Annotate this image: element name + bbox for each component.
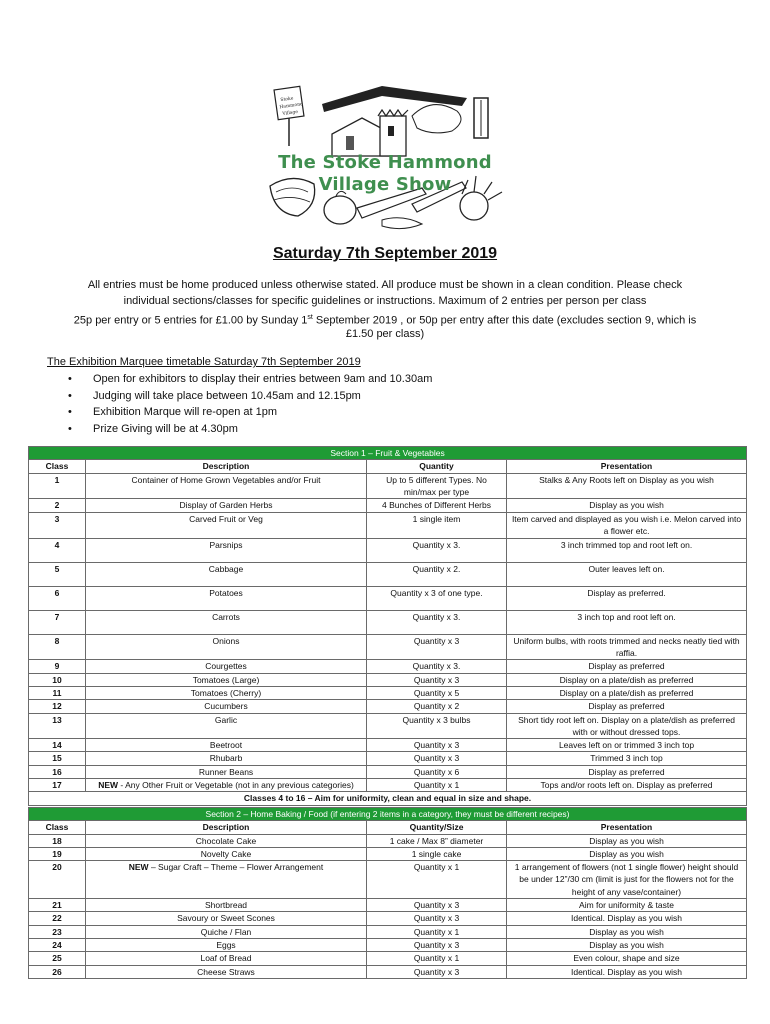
intro-line-3-start: 25p per entry or 5 entries for £1.00 by Sunday 1 [73, 314, 308, 327]
class-number: 3 [29, 513, 86, 539]
class-quantity: Quantity x 3 [367, 752, 507, 765]
section-2-header-row [29, 808, 747, 821]
class-description: Potatoes [86, 586, 367, 610]
class-description: Cabbage [86, 562, 367, 586]
table-row [29, 686, 747, 699]
svg-text:Hammond: Hammond [279, 102, 304, 111]
section-2-title: Section 2 – Home Baking / Food (if entering 2 items in a category, they must be different recipes) [29, 808, 747, 821]
class-presentation: 3 inch trimmed top and root left on. [507, 538, 747, 562]
class-number: 6 [29, 586, 86, 610]
column-header: Description [86, 460, 367, 473]
section-2-table [28, 807, 747, 979]
column-header: Presentation [507, 460, 747, 473]
class-presentation: Display as you wish [507, 834, 747, 847]
svg-text:Village: Village [282, 109, 299, 117]
table-row [29, 861, 747, 899]
new-tag: NEW [128, 862, 149, 873]
class-presentation: Display as you wish [507, 847, 747, 860]
class-quantity: Quantity x 5 [367, 686, 507, 699]
class-presentation: Display on a plate/dish as preferred [507, 686, 747, 699]
class-quantity: Quantity x 3 [367, 899, 507, 912]
table-row [29, 513, 747, 539]
svg-text:Stoke: Stoke [280, 96, 294, 104]
class-description-text: – Sugar Craft – Theme – Flower Arrangement [148, 862, 324, 873]
table-row [29, 912, 747, 925]
class-description: Chocolate Cake [86, 834, 367, 847]
class-quantity: 1 cake / Max 8” diameter [367, 834, 507, 847]
class-presentation: Display as preferred. [507, 586, 747, 610]
table-row [29, 634, 747, 660]
class-presentation: Display as you wish [507, 925, 747, 938]
class-number: 13 [29, 713, 86, 739]
class-description: Parsnips [86, 538, 367, 562]
table-row [29, 673, 747, 686]
table-row [29, 660, 747, 673]
table-row [29, 562, 747, 586]
class-quantity: Quantity x 3 bulbs [367, 713, 507, 739]
class-presentation: Outer leaves left on. [507, 562, 747, 586]
class-quantity: Quantity x 3 [367, 965, 507, 978]
section-1-footer-note: Classes 4 to 16 – Aim for uniformity, clean and equal in size and shape. [29, 792, 747, 805]
class-number: 9 [29, 660, 86, 673]
class-quantity: Up to 5 different Types. No min/max per type [367, 473, 507, 499]
column-header: Class [29, 821, 86, 834]
table-row [29, 952, 747, 965]
class-description: Carrots [86, 610, 367, 634]
class-description: Savoury or Sweet Scones [86, 912, 367, 925]
table-row [29, 700, 747, 713]
logo-text-line1: The Stoke Hammond [278, 152, 492, 173]
class-description [86, 779, 367, 792]
column-header: Presentation [507, 821, 747, 834]
class-quantity: 4 Bunches of Different Herbs [367, 499, 507, 513]
table-row [29, 938, 747, 951]
class-presentation: Identical. Display as you wish [507, 912, 747, 925]
class-number: 14 [29, 739, 86, 752]
class-number: 26 [29, 965, 86, 978]
class-description: Beetroot [86, 739, 367, 752]
new-tag: NEW [98, 780, 119, 791]
class-quantity: 1 single item [367, 513, 507, 539]
section-2-column-headers [29, 821, 747, 834]
class-presentation: Leaves left on or trimmed 3 inch top [507, 739, 747, 752]
class-presentation: Stalks & Any Roots left on Display as you wish [507, 473, 747, 499]
page-title: Saturday 7th September 2019 [272, 245, 498, 262]
class-presentation: Display as you wish [507, 938, 747, 951]
column-header: Class [29, 460, 86, 473]
class-description: Tomatoes (Cherry) [86, 686, 367, 699]
class-number: 24 [29, 938, 86, 951]
table-row [29, 499, 747, 513]
class-quantity: Quantity x 3. [367, 538, 507, 562]
class-description: Tomatoes (Large) [86, 673, 367, 686]
table-row [29, 834, 747, 847]
intro-line-2: individual sections/classes for specific guidelines or instructions. Maximum of 2 entries per person per class [123, 295, 647, 307]
class-description: Onions [86, 634, 367, 660]
table-row [29, 538, 747, 562]
timetable-item: • Prize Giving will be at 4.30pm [68, 421, 432, 438]
class-quantity: Quantity x 1 [367, 779, 507, 792]
class-description: Loaf of Bread [86, 952, 367, 965]
section-1-column-headers [29, 460, 747, 473]
section-1-footer-row [29, 792, 747, 805]
class-description: Cheese Straws [86, 965, 367, 978]
class-quantity: Quantity x 3 [367, 912, 507, 925]
class-number: 18 [29, 834, 86, 847]
class-number: 7 [29, 610, 86, 634]
column-header: Quantity [367, 460, 507, 473]
class-number: 16 [29, 765, 86, 778]
class-quantity: Quantity x 1 [367, 952, 507, 965]
class-number: 5 [29, 562, 86, 586]
class-presentation: 3 inch top and root left on. [507, 610, 747, 634]
class-number: 22 [29, 912, 86, 925]
class-presentation: Display as preferred [507, 700, 747, 713]
class-quantity: Quantity x 2. [367, 562, 507, 586]
table-row [29, 610, 747, 634]
class-quantity: Quantity x 3. [367, 660, 507, 673]
class-presentation: Identical. Display as you wish [507, 965, 747, 978]
class-quantity: Quantity x 3 of one type. [367, 586, 507, 610]
column-header: Description [86, 821, 367, 834]
class-description: Quiche / Flan [86, 925, 367, 938]
class-description: Courgettes [86, 660, 367, 673]
class-number: 10 [29, 673, 86, 686]
class-presentation: Trimmed 3 inch top [507, 752, 747, 765]
class-number: 19 [29, 847, 86, 860]
timetable-item: • Judging will take place between 10.45am and 12.15pm [68, 388, 432, 405]
class-quantity: Quantity x 6 [367, 765, 507, 778]
class-description-text: - Any Other Fruit or Vegetable (not in any previous categories) [118, 780, 354, 791]
class-description: Container of Home Grown Vegetables and/or Fruit [86, 473, 367, 499]
intro-line-1: All entries must be home produced unless otherwise stated. All produce must be shown in a clean condition. Please check [87, 279, 683, 291]
class-number: 20 [29, 861, 86, 899]
table-row [29, 713, 747, 739]
class-number: 4 [29, 538, 86, 562]
class-number: 15 [29, 752, 86, 765]
class-description: Rhubarb [86, 752, 367, 765]
timetable-title: The Exhibition Marquee timetable Saturday 7th September 2019 [47, 356, 361, 368]
table-row [29, 965, 747, 978]
class-presentation: 1 arrangement of flowers (not 1 single flower) height should be under 12”/30 cm (limit is just for the flowers not for the height of any vase/container) [507, 861, 747, 899]
class-presentation: Uniform bulbs, with roots trimmed and necks neatly tied with raffia. [507, 634, 747, 660]
class-description: Novelty Cake [86, 847, 367, 860]
class-number: 21 [29, 899, 86, 912]
class-number: 17 [29, 779, 86, 792]
timetable-item: • Open for exhibitors to display their entries between 9am and 10.30am [68, 371, 432, 388]
intro-line-4: £1.50 per class) [345, 328, 425, 340]
class-number: 23 [29, 925, 86, 938]
class-presentation: Display on a plate/dish as preferred [507, 673, 747, 686]
intro-line-3-end: September 2019 , or 50p per entry after this date (excludes section 9, which is [312, 314, 697, 327]
table-row [29, 899, 747, 912]
class-description: Garlic [86, 713, 367, 739]
class-description: Carved Fruit or Veg [86, 513, 367, 539]
class-number: 25 [29, 952, 86, 965]
class-description: Display of Garden Herbs [86, 499, 367, 513]
class-presentation: Display as you wish [507, 499, 747, 513]
class-description: Runner Beans [86, 765, 367, 778]
class-description: Eggs [86, 938, 367, 951]
timetable-item: • Exhibition Marque will re-open at 1pm [68, 404, 432, 421]
class-number: 2 [29, 499, 86, 513]
intro-superscript: st [307, 314, 313, 321]
class-number: 12 [29, 700, 86, 713]
class-presentation: Display as preferred [507, 765, 747, 778]
table-row [29, 925, 747, 938]
table-row [29, 779, 747, 792]
class-quantity: Quantity x 3 [367, 938, 507, 951]
class-description: Cucumbers [86, 700, 367, 713]
timetable-list [68, 371, 432, 437]
section-1-header-row [29, 447, 747, 460]
class-quantity: 1 single cake [367, 847, 507, 860]
section-1-table [28, 446, 747, 806]
class-quantity: Quantity x 3 [367, 673, 507, 686]
section-1-title: Section 1 – Fruit & Vegetables [29, 447, 747, 460]
class-quantity: Quantity x 1 [367, 861, 507, 899]
column-header: Quantity/Size [367, 821, 507, 834]
table-row [29, 765, 747, 778]
class-presentation: Even colour, shape and size [507, 952, 747, 965]
class-presentation: Item carved and displayed as you wish i.e. Melon carved into a flower etc. [507, 513, 747, 539]
class-quantity: Quantity x 3 [367, 634, 507, 660]
table-row [29, 739, 747, 752]
class-description: Shortbread [86, 899, 367, 912]
class-quantity: Quantity x 2 [367, 700, 507, 713]
village-show-logo [262, 76, 508, 236]
class-quantity: Quantity x 1 [367, 925, 507, 938]
class-presentation: Tops and/or roots left on. Display as preferred [507, 779, 747, 792]
class-number: 11 [29, 686, 86, 699]
class-presentation: Aim for uniformity & taste [507, 899, 747, 912]
class-number: 8 [29, 634, 86, 660]
table-row [29, 473, 747, 499]
class-presentation: Display as preferred [507, 660, 747, 673]
class-presentation: Short tidy root left on. Display on a plate/dish as preferred with or without dressed tops. [507, 713, 747, 739]
class-description [86, 861, 367, 899]
table-row [29, 586, 747, 610]
class-quantity: Quantity x 3. [367, 610, 507, 634]
class-number: 1 [29, 473, 86, 499]
table-row [29, 752, 747, 765]
table-row [29, 847, 747, 860]
logo-text-line2: Village Show [318, 174, 452, 195]
class-quantity: Quantity x 3 [367, 739, 507, 752]
